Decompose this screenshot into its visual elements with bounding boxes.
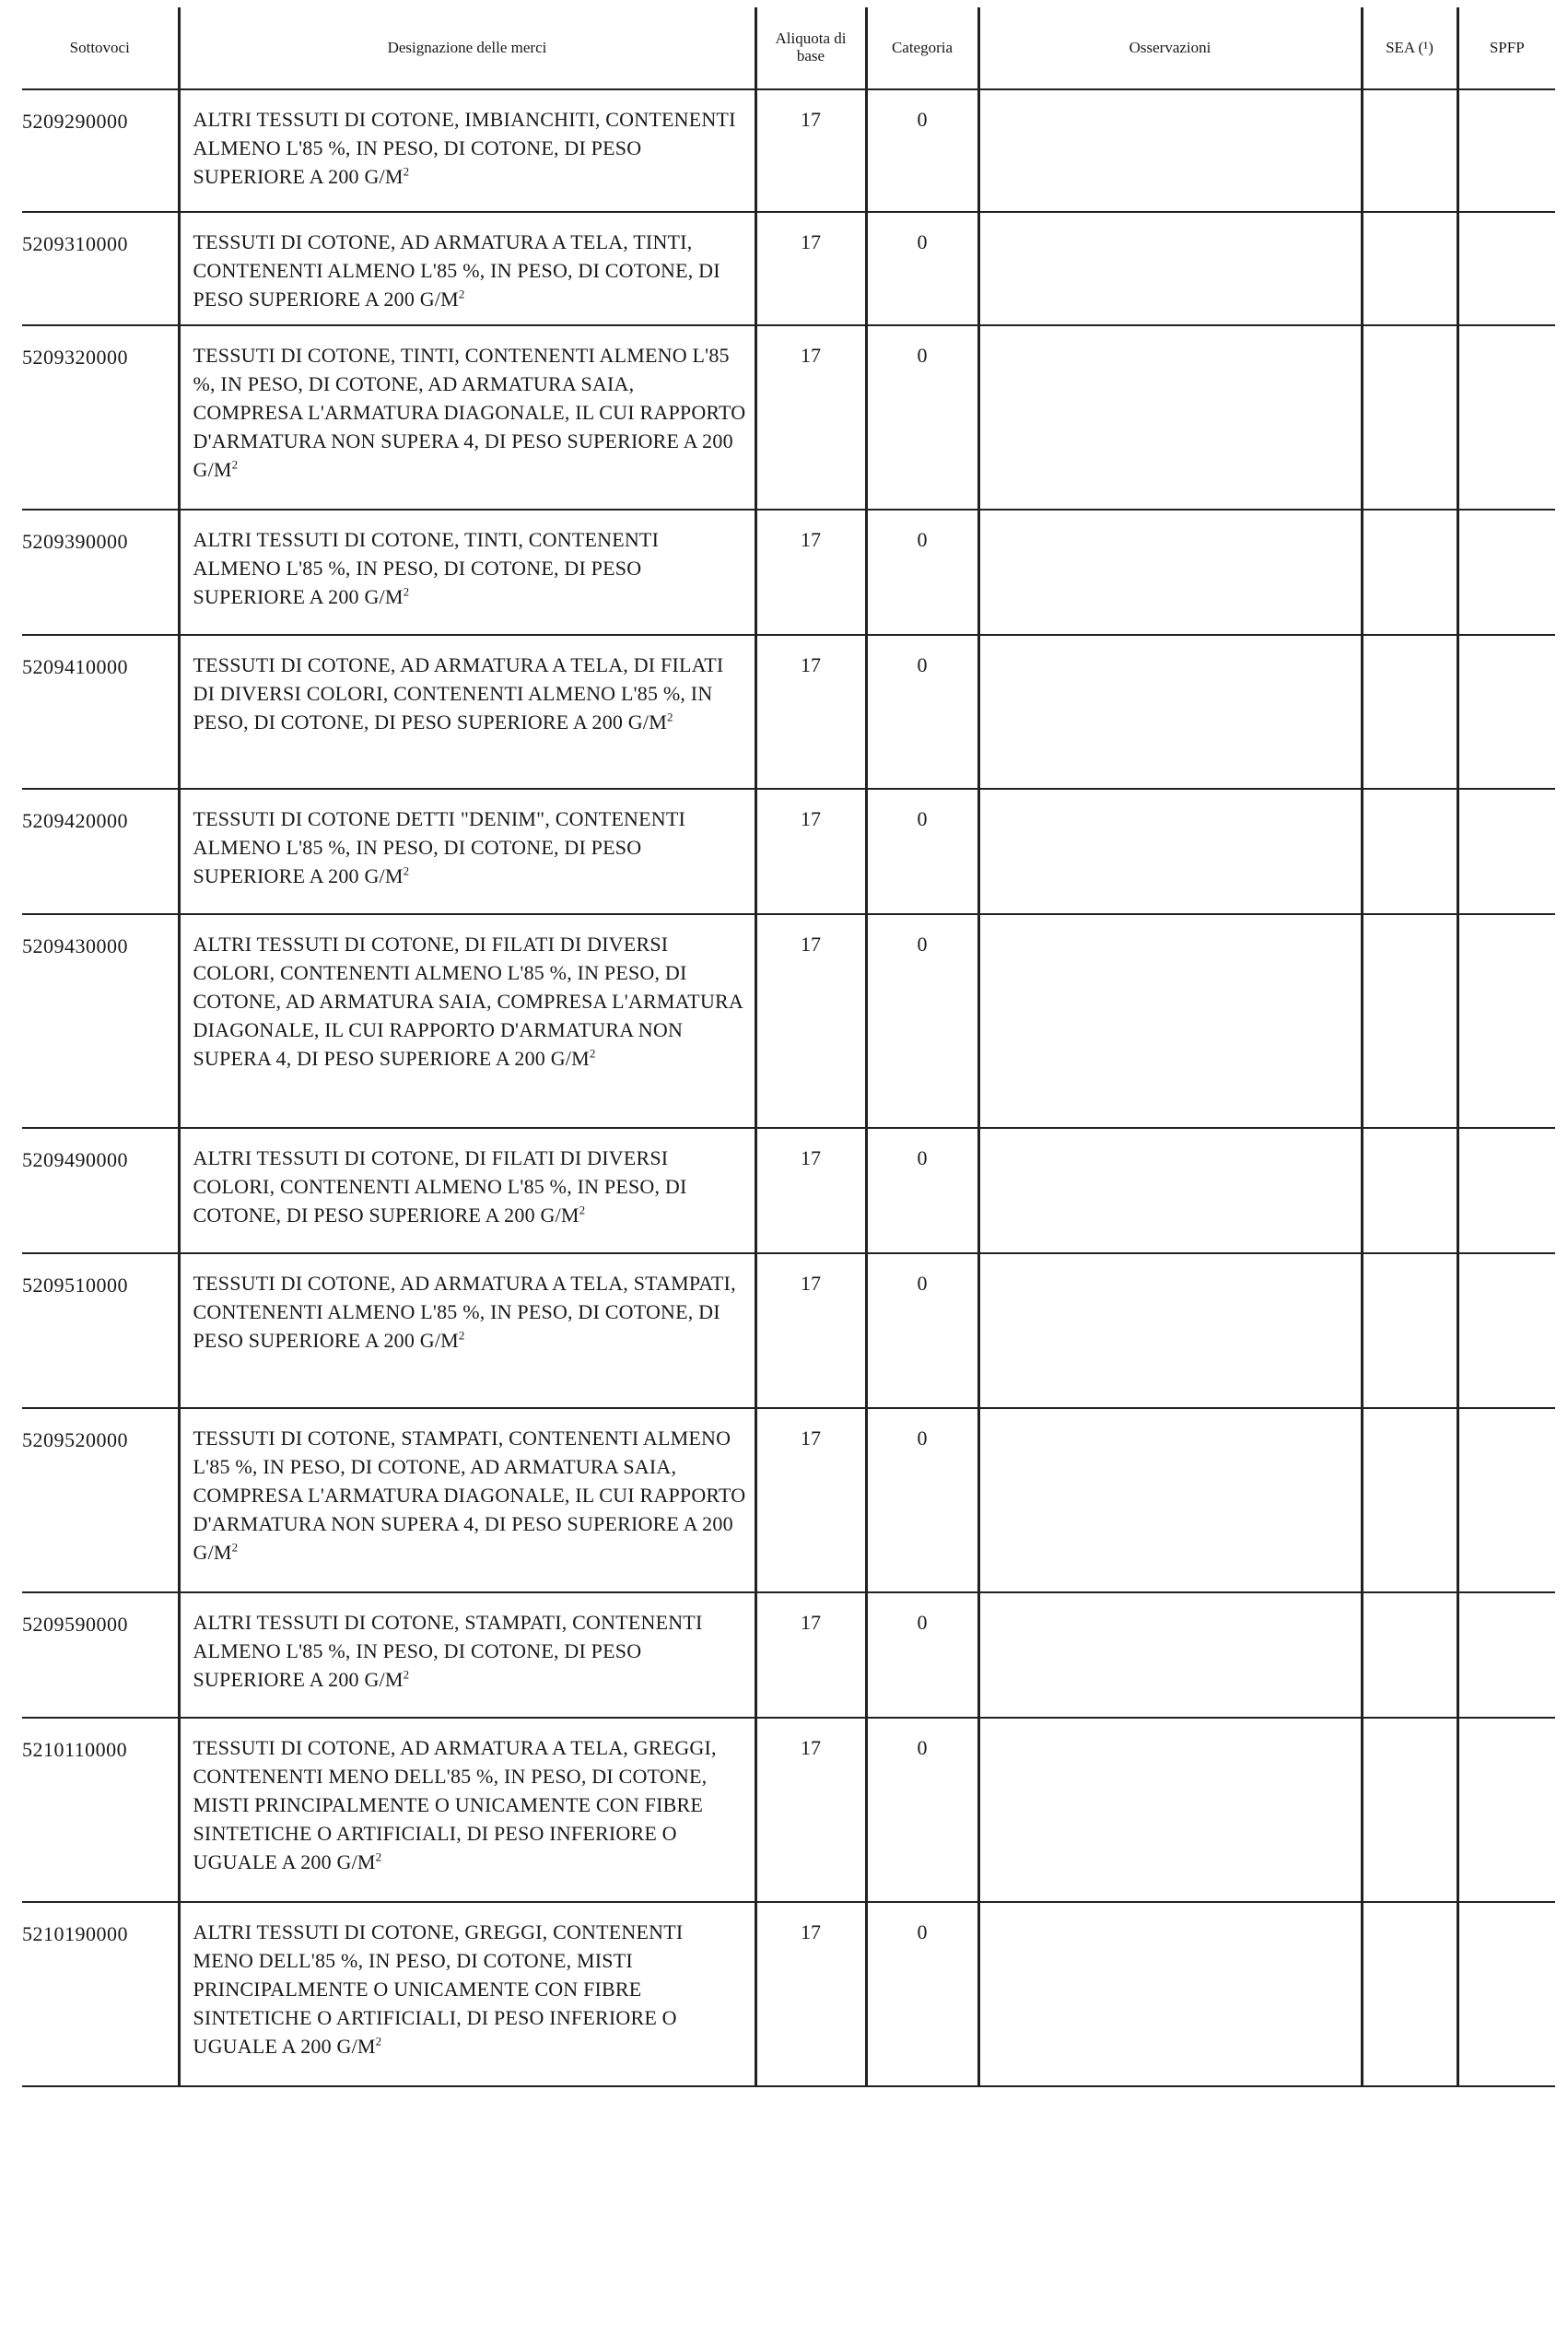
designation-text: TESSUTI DI COTONE, AD ARMATURA A TELA, STAMPATI, CONTENENTI ALMENO L'85 %, IN PESO, DI COTONE, DI PESO SUPERIORE A 200 G/M [193,1272,736,1352]
designation-cell [179,1128,755,1253]
spfp-cell [1457,325,1555,510]
unit-superscript: 2 [375,2034,382,2049]
table-row [22,1253,1555,1408]
code-cell: 5209320000 [22,325,179,510]
code-cell: 5210110000 [22,1718,179,1902]
unit-superscript: 2 [403,164,410,179]
designation-cell [179,914,755,1128]
designation-text: ALTRI TESSUTI DI COTONE, TINTI, CONTENENTI ALMENO L'85 %, IN PESO, DI COTONE, DI PESO SUPERIORE A 200 G/M [193,528,660,608]
category-cell: 0 [866,1253,978,1408]
unit-superscript: 2 [231,1540,239,1555]
code-cell: 5209510000 [22,1253,179,1408]
designation-text: ALTRI TESSUTI DI COTONE, STAMPATI, CONTENENTI ALMENO L'85 %, IN PESO, DI COTONE, DI PESO SUPERIORE A 200 G/M [193,1611,703,1691]
code-cell: 5209490000 [22,1128,179,1253]
unit-superscript: 2 [458,1328,465,1343]
designation-cell [179,325,755,510]
sea-cell [1362,914,1457,1128]
category-cell: 0 [866,89,978,212]
sea-cell [1362,789,1457,914]
unit-superscript: 2 [403,584,410,599]
unit-superscript: 2 [231,457,239,472]
table-row [22,1128,1555,1253]
designation-cell [179,1718,755,1902]
header-code: Sottovoci [22,7,179,89]
observations-cell [978,212,1362,325]
table-row [22,1592,1555,1718]
observations-cell [978,1902,1362,2086]
sea-cell [1362,1253,1457,1408]
code-cell: 5209290000 [22,89,179,212]
sea-cell [1362,325,1457,510]
category-cell: 0 [866,1408,978,1592]
spfp-cell [1457,789,1555,914]
table-row [22,1408,1555,1592]
category-cell: 0 [866,1128,978,1253]
designation-cell [179,789,755,914]
unit-superscript: 2 [458,287,465,301]
base-rate-cell: 17 [755,89,866,212]
sea-cell [1362,1128,1457,1253]
unit-superscript: 2 [666,710,673,724]
category-cell: 0 [866,325,978,510]
table-row [22,212,1555,325]
base-rate-cell: 17 [755,1408,866,1592]
designation-cell [179,89,755,212]
sea-cell [1362,510,1457,635]
sea-cell [1362,1592,1457,1718]
table-row [22,1902,1555,2086]
designation-text: TESSUTI DI COTONE, TINTI, CONTENENTI ALMENO L'85 %, IN PESO, DI COTONE, AD ARMATURA SAIA, COMPRESA L'ARMATURA DIAGONALE, IL CUI RAPPORTO D'ARMATURA NON SUPERA 4, DI PESO SUPERIORE A 200 G/M [193,344,746,481]
designation-text: TESSUTI DI COTONE, AD ARMATURA A TELA, TINTI, CONTENENTI ALMENO L'85 %, IN PESO, DI COTONE, DI PESO SUPERIORE A 200 G/M [193,230,720,311]
spfp-cell [1457,914,1555,1128]
category-cell: 0 [866,1718,978,1902]
designation-cell [179,1408,755,1592]
base-rate-cell: 17 [755,1253,866,1408]
designation-text: TESSUTI DI COTONE, STAMPATI, CONTENENTI ALMENO L'85 %, IN PESO, DI COTONE, AD ARMATURA SAIA, COMPRESA L'ARMATURA DIAGONALE, IL CUI RAPPORTO D'ARMATURA NON SUPERA 4, DI PESO SUPERIORE A 200 G/M [193,1426,746,1564]
category-cell: 0 [866,635,978,789]
base-rate-cell: 17 [755,914,866,1128]
category-cell: 0 [866,1902,978,2086]
tariff-table [22,7,1555,2087]
designation-cell [179,1253,755,1408]
designation-cell [179,212,755,325]
observations-cell [978,1718,1362,1902]
code-cell: 5209430000 [22,914,179,1128]
observations-cell [978,89,1362,212]
sea-cell [1362,212,1457,325]
designation-cell [179,1592,755,1718]
unit-superscript: 2 [579,1203,586,1217]
spfp-cell [1457,1902,1555,2086]
sea-cell [1362,89,1457,212]
code-cell: 5210190000 [22,1902,179,2086]
base-rate-cell: 17 [755,1902,866,2086]
category-cell: 0 [866,914,978,1128]
table-row [22,325,1555,510]
code-cell: 5209410000 [22,635,179,789]
base-rate-cell: 17 [755,510,866,635]
spfp-cell [1457,1718,1555,1902]
category-cell: 0 [866,212,978,325]
code-cell: 5209390000 [22,510,179,635]
designation-text: TESSUTI DI COTONE DETTI "DENIM", CONTENENTI ALMENO L'85 %, IN PESO, DI COTONE, DI PESO SUPERIORE A 200 G/M [193,807,686,887]
spfp-cell [1457,1408,1555,1592]
spfp-cell [1457,1253,1555,1408]
code-cell: 5209420000 [22,789,179,914]
spfp-cell [1457,212,1555,325]
code-cell: 5209310000 [22,212,179,325]
spfp-cell [1457,1592,1555,1718]
unit-superscript: 2 [375,1849,382,1864]
spfp-cell [1457,635,1555,789]
sea-cell [1362,1902,1457,2086]
spfp-cell [1457,1128,1555,1253]
table-row [22,914,1555,1128]
observations-cell [978,1408,1362,1592]
designation-text: ALTRI TESSUTI DI COTONE, DI FILATI DI DIVERSI COLORI, CONTENENTI ALMENO L'85 %, IN PESO, DI COTONE, AD ARMATURA SAIA, COMPRESA L'ARMATURA DIAGONALE, IL CUI RAPPORTO D'ARMATURA NON SUPERA 4, DI PESO SUPERIORE A 200 G/M [193,933,743,1070]
sea-cell [1362,1718,1457,1902]
designation-text: ALTRI TESSUTI DI COTONE, DI FILATI DI DIVERSI COLORI, CONTENENTI ALMENO L'85 %, IN PESO, DI COTONE, DI PESO SUPERIORE A 200 G/M [193,1146,687,1227]
base-rate-cell: 17 [755,1128,866,1253]
table-row [22,635,1555,789]
header-category: Categoria [866,7,978,89]
header-designation: Designazione delle merci [179,7,755,89]
observations-cell [978,1128,1362,1253]
designation-cell [179,510,755,635]
observations-cell [978,1253,1362,1408]
table-row [22,789,1555,914]
spfp-cell [1457,89,1555,212]
unit-superscript: 2 [589,1046,596,1061]
designation-text: ALTRI TESSUTI DI COTONE, GREGGI, CONTENENTI MENO DELL'85 %, IN PESO, DI COTONE, MISTI PRINCIPALMENTE O UNICAMENTE CON FIBRE SINTETICHE O ARTIFICIALI, DI PESO INFERIORE O UGUALE A 200 G/M [193,1920,684,2058]
observations-cell [978,914,1362,1128]
base-rate-cell: 17 [755,1718,866,1902]
header-observations: Osservazioni [978,7,1362,89]
designation-cell [179,635,755,789]
observations-cell [978,325,1362,510]
table-row [22,89,1555,212]
designation-text: TESSUTI DI COTONE, AD ARMATURA A TELA, DI FILATI DI DIVERSI COLORI, CONTENENTI ALMENO L'85 %, IN PESO, DI COTONE, DI PESO SUPERIORE A 200 G/M [193,653,724,734]
category-cell: 0 [866,510,978,635]
base-rate-cell: 17 [755,635,866,789]
observations-cell [978,635,1362,789]
code-cell: 5209520000 [22,1408,179,1592]
header-sea: SEA (¹) [1362,7,1457,89]
unit-superscript: 2 [403,1667,410,1682]
base-rate-cell: 17 [755,325,866,510]
designation-cell [179,1902,755,2086]
sea-cell [1362,1408,1457,1592]
sea-cell [1362,635,1457,789]
unit-superscript: 2 [403,863,410,878]
base-rate-cell: 17 [755,1592,866,1718]
spfp-cell [1457,510,1555,635]
table-body [22,89,1555,2086]
category-cell: 0 [866,789,978,914]
header-spfp: SPFP [1457,7,1555,89]
base-rate-cell: 17 [755,212,866,325]
code-cell: 5209590000 [22,1592,179,1718]
category-cell: 0 [866,1592,978,1718]
header-row [22,7,1555,89]
table-row [22,510,1555,635]
header-base-rate: Aliquota di base [755,7,866,89]
observations-cell [978,1592,1362,1718]
observations-cell [978,510,1362,635]
base-rate-cell: 17 [755,789,866,914]
observations-cell [978,789,1362,914]
designation-text: ALTRI TESSUTI DI COTONE, IMBIANCHITI, CONTENENTI ALMENO L'85 %, IN PESO, DI COTONE, DI PESO SUPERIORE A 200 G/M [193,108,736,188]
table-row [22,1718,1555,1902]
designation-text: TESSUTI DI COTONE, AD ARMATURA A TELA, GREGGI, CONTENENTI MENO DELL'85 %, IN PESO, DI COTONE, MISTI PRINCIPALMENTE O UNICAMENTE CON FIBRE SINTETICHE O ARTIFICIALI, DI PESO INFERIORE O UGUALE A 200 G/M [193,1736,717,1873]
